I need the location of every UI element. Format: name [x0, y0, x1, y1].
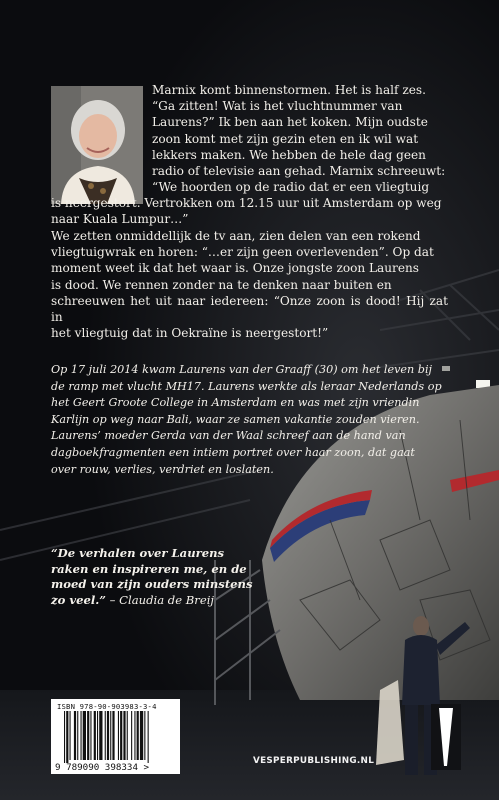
text-line: het vliegtuig dat in Oekraïne is neergestort!” [51, 326, 329, 341]
text-line: Op 17 juli 2014 kwam Laurens van der Graaff (30) om het leven bij [51, 363, 433, 376]
author-portrait [51, 86, 143, 204]
author-photo [51, 86, 143, 204]
text-line: zoon komt met zijn gezin eten en ik wil wat [152, 131, 419, 146]
barcode-bar [123, 711, 125, 760]
barcode-bar [94, 711, 96, 760]
quote-line: raken en inspireren me, en de [51, 561, 247, 576]
publisher-logo-icon [431, 704, 461, 770]
isbn-label: ISBN 978-90-903983-3-4 [57, 702, 157, 711]
barcode-bar [97, 711, 98, 760]
text-line: is dood. We rennen zonder na te denken naar buiten en [51, 277, 392, 292]
text-line: Marnix komt binnenstormen. Het is half zes. [152, 83, 426, 97]
text-line: lekkers maken. We hebben de hele dag geen [152, 147, 426, 162]
opening-paragraph-continued [51, 195, 448, 227]
book-summary [51, 362, 448, 478]
barcode-bar [110, 711, 111, 760]
barcode-bar [107, 711, 109, 760]
barcode-bar [144, 711, 145, 760]
text-line: schreeuwen het uit naar iedereen: “Onze zoon is dood! Hij zat in [51, 293, 448, 325]
text-line: dagboekfragmenten een intiem portret over haar zoon, dat gaat [51, 445, 415, 459]
text-line: We zetten onmiddellijk de tv aan, zien delen van een rokend [51, 229, 421, 243]
barcode-bar [90, 711, 91, 760]
text-line: radio of televisie aan gehad. Marnix schreeuwt: [152, 164, 446, 179]
quote-line-last [51, 593, 266, 609]
barcode-bar [77, 711, 78, 760]
text-line: vliegtuigwrak en horen: “…er zijn geen overlevenden”. Op dat [51, 245, 434, 260]
barcode-bar [148, 711, 149, 763]
quote-line: moed van zijn ouders minstens [51, 577, 253, 591]
barcode-bar [137, 711, 139, 760]
text-line: “Ga zitten! Wat is het vluchtnummer van [152, 99, 403, 114]
quote-text-end: zo veel.” [51, 592, 106, 607]
barcode-bar [134, 711, 135, 760]
quote-author: – Claudia de Breij [105, 592, 214, 607]
barcode-bar [112, 711, 114, 760]
text-line: moment weet ik dat het waar is. Onze jongste zoon Laurens [51, 261, 419, 276]
text-line: Laurens?” Ik ben aan het koken. Mijn oudste [152, 115, 428, 130]
text-line: naar Kuala Lumpur…” [51, 212, 189, 227]
barcode-bar [99, 711, 102, 760]
barcode-bar [74, 711, 76, 760]
barcode-bar [131, 711, 132, 760]
text-line: Karlijn op weg naar Bali, waar ze samen vakantie zouden vieren. [51, 412, 420, 426]
barcode-digits: 9 789090 398334 > [55, 762, 150, 773]
barcode-bar [140, 711, 143, 760]
barcode-bar [83, 711, 86, 760]
isbn-barcode [51, 699, 180, 774]
barcode-bar [64, 711, 65, 763]
opening-paragraph [152, 82, 448, 195]
barcode-bar [118, 711, 119, 760]
endorsement-quote [51, 546, 266, 608]
barcode-bar [87, 711, 89, 760]
text-line: over rouw, verlies, verdriet en loslaten. [51, 462, 274, 476]
barcode-bars [51, 699, 180, 774]
barcode-bar [105, 711, 106, 760]
barcode-bar [70, 711, 71, 760]
text-line: is neergestort. Vertrokken om 12.15 uur uit Amsterdam op weg [51, 196, 442, 210]
barcode-bar [81, 711, 82, 760]
publisher-url: VESPERPUBLISHING.NL [253, 756, 375, 766]
barcode-bar [120, 711, 122, 760]
text-line: “We hoorden op de radio dat er een vliegtuig [152, 180, 430, 195]
quote-line: “De verhalen over Laurens [51, 546, 225, 560]
barcode-bar [127, 711, 128, 760]
text-line: het Geert Groote College in Amsterdam en was met zijn vriendin [51, 396, 420, 410]
text-line: Laurens’ moeder Gerda van der Waal schreef aan de hand van [51, 429, 406, 443]
barcode-bar [66, 711, 68, 763]
second-paragraph [51, 228, 448, 341]
text-line: de ramp met vlucht MH17. Laurens werkte als leraar Nederlands op [51, 379, 442, 393]
